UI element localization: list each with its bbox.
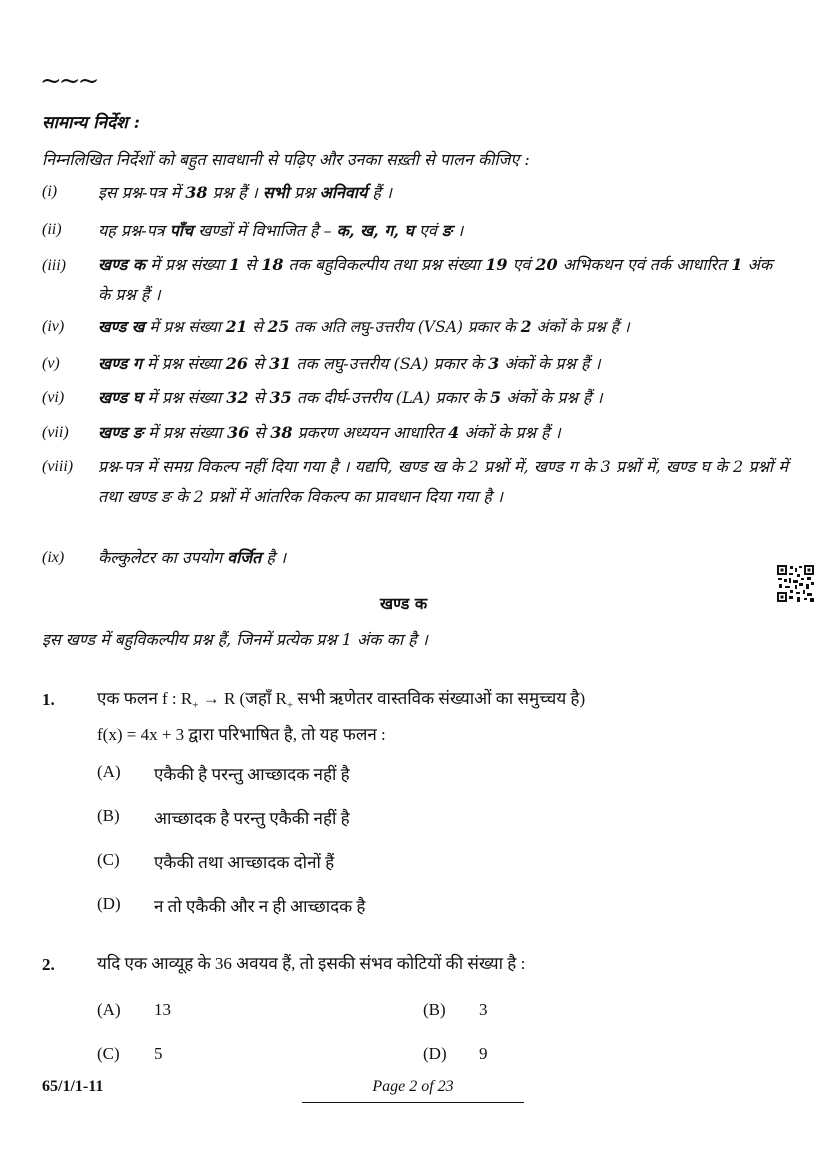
instruction-number: (iii)	[42, 257, 66, 274]
question-text: एक फलन f : $R_+ \to R$ (जहाँ $R_+$ सभी ऋणेतर वास्तविक संख्याओं का समुच्चय है) f(x) = 4x + 3 द्वारा परिभाषित है, तो यह फलन :	[97, 689, 586, 745]
option-text: 9	[479, 1044, 488, 1063]
section-note: इस खण्ड में बहुविकल्पीय प्रश्न हैं, जिनमें प्रत्येक प्रश्न 1 अंक का है ।	[42, 630, 428, 649]
option-text: आच्छादक है परन्तु एकैकी नहीं है	[154, 809, 350, 828]
instruction-text: खण्ड ख में प्रश्न संख्या 21 से 25 तक अति लघु-उत्तरीय (VSA) प्रकार के 2 अंकों के प्रश्न हैं ।	[98, 317, 630, 336]
option-text: एकैकी तथा आच्छादक दोनों हैं	[154, 853, 335, 872]
option-label: (C)	[97, 1044, 120, 1063]
instructions-intro: निम्नलिखित निर्देशों को बहुत सावधानी से पढ़िए और उनका सख़्ती से पालन कीजिए :	[42, 150, 530, 169]
option-text: 5	[154, 1044, 163, 1063]
question-number: 2.	[42, 955, 55, 974]
option-label: (B)	[97, 806, 120, 825]
instruction-text: यह प्रश्न-पत्र पाँच खण्डों में विभाजित है – क, ख, ग, घ एवं ङ ।	[98, 221, 464, 240]
question-number: 1.	[42, 690, 55, 709]
footer-rule	[302, 1102, 524, 1103]
option-label: (D)	[97, 894, 121, 913]
instruction-number: (iv)	[42, 318, 65, 335]
option-text: 3	[479, 1000, 488, 1019]
option-text: 13	[154, 1000, 171, 1019]
instruction-text: कैल्कुलेटर का उपयोग वर्जित है ।	[98, 548, 287, 567]
instruction-text: खण्ड ग में प्रश्न संख्या 26 से 31 तक लघु-उत्तरीय (SA) प्रकार के 3 अंकों के प्रश्न हैं ।	[98, 354, 601, 373]
instruction-number: (ix)	[42, 549, 65, 566]
instruction-text: खण्ड ङ में प्रश्न संख्या 36 से 38 प्रकरण अध्ययन आधारित 4 अंकों के प्रश्न हैं ।	[98, 423, 561, 442]
paper-code: 65/1/1-11	[42, 1078, 104, 1095]
instruction-text: प्रश्न-पत्र में समग्र विकल्प नहीं दिया गया है । यद्यपि, खण्ड ख के 2 प्रश्नों में, खण्ड ग के 3 प्रश्नों में, खण्ड घ के 2 प्रश्नों में तथा खण्ड ङ के 2 प्रश्नों में आंतरिक विकल्प का प्रावधान दिया गया है ।	[98, 457, 788, 506]
option-text: न तो एकैकी और न ही आच्छादक है	[154, 897, 366, 916]
instruction-number: (ii)	[42, 221, 62, 238]
instruction-text: इस प्रश्न-पत्र में 38 प्रश्न हैं । सभी प्रश्न अनिवार्य हैं ।	[98, 183, 392, 202]
instruction-number: (vii)	[42, 424, 69, 441]
section-title: खण्ड क	[380, 594, 428, 613]
instructions-heading: सामान्य निर्देश :	[42, 113, 140, 133]
option-label: (A)	[97, 1000, 121, 1019]
instruction-text: खण्ड घ में प्रश्न संख्या 32 से 35 तक दीर्घ-उत्तरीय (LA) प्रकार के 5 अंकों के प्रश्न हैं ।	[98, 388, 603, 407]
instruction-number: (viii)	[42, 458, 74, 475]
option-label: (D)	[423, 1044, 447, 1063]
instruction-number: (vi)	[42, 389, 65, 406]
instruction-number: (i)	[42, 183, 58, 200]
question-text: यदि एक आव्यूह के 36 अवयव हैं, तो इसकी संभव कोटियों की संख्या है :	[97, 954, 526, 973]
option-label: (B)	[423, 1000, 446, 1019]
option-label: (A)	[97, 762, 121, 781]
option-label: (C)	[97, 850, 120, 869]
qr-code-icon	[777, 565, 814, 602]
instruction-number: (v)	[42, 355, 60, 372]
instruction-text: खण्ड क में प्रश्न संख्या 1 से 18 तक बहुविकल्पीय तथा प्रश्न संख्या 19 एवं 20 अभिकथन एवं तर्क आधारित 1 अंक के प्रश्न हैं ।	[98, 255, 773, 304]
option-text: एकैकी है परन्तु आच्छादक नहीं है	[154, 765, 350, 784]
page-number: Page 2 of 23	[372, 1078, 454, 1095]
header-ornament: ~~~	[40, 66, 97, 96]
